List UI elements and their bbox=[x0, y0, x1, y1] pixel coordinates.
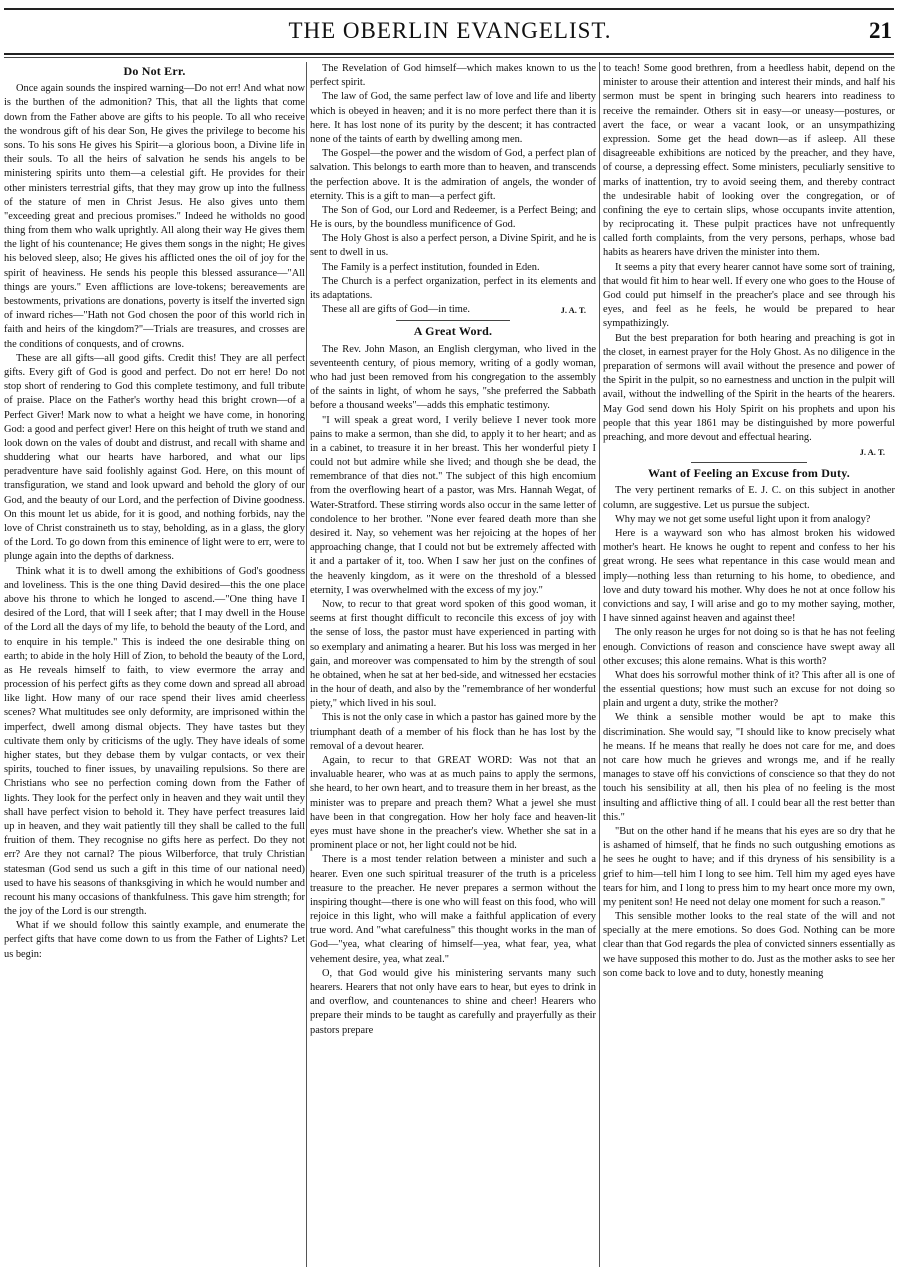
masthead-bottom-thin-rule bbox=[4, 57, 894, 58]
article-paragraph: The Revelation of God himself—which makes known to us the perfect spirit. bbox=[310, 63, 596, 89]
column-3 bbox=[603, 62, 895, 1267]
masthead-bottom-rule bbox=[4, 53, 894, 55]
article-paragraph: What does his sorrowful mother think of it? This after all is one of the essential questions; how must such an excuse for not doing so plain and urgent a duty, strike the mother? bbox=[603, 669, 895, 710]
article-headline-want-of-feeling: Want of Feeling an Excuse from Duty. bbox=[648, 466, 850, 481]
article-paragraph: This sensible mother looks to the real state of the will and not specially at the mere emotions. So does God. Nothing can be more clear than that God regards the plea of convicted sinners essentially as we have supposed this mother to do. Just as the mother asks to see her son come back to love and to duty, honestly meaning bbox=[603, 911, 895, 979]
article-paragraph: Again, to recur to that GREAT WORD: Was not that an invaluable hearer, who was at as much pains to apply the sermons, she heard, to her own heart, and to treasure them in her breast, as the minister was to prepare and preach them? What a jewel she must have been in that congregation. How her holy face and heaven-lit eyes must have shone in the preacher's view. Whether she sat in a prominent place or not, her light could not be hid. bbox=[310, 755, 596, 852]
article-paragraph: Think what it is to dwell among the exhibitions of God's goodness and loveliness. This is the one thing David desired—this the one place above his throne to which he longed to ascend.—"One thing have I desired of the Lord, that will I seek after; that I may dwell in the House of the Lord all the days of my life, to behold the beauty of the Lord, and to enquire in his temple." This is indeed the one desirable thing on earth; to abide in the holy Hill of Zion, to behold the beauty of the Lord, as He reveals himself to faith, to view evermore the array and procession of his perfect gifts as they come down and spread all abroad like light. How many of our race spend their lives amid cheerless scenes? What multitudes see only deformity, are imprisoned within the imperfect, dwell among dismal objects. They have tastes but they cultivate them only by criticisms of the ugly. They have ideals of some higher states, but they debase them by vulgar contacts, or vex their spirits, touched to finer issues, by unavailing repulsions. So there are Christians who see no perfection coming down from the Father of lights. They look for the perfect only in heaven and they wait until they shall have perfect vision to behold it. They have perfect treasures laid up in heaven, and they wait patiently till they shall be called to the full fruition of them. They recognise no gifts here as perfect. Do they not err? Are they not carnal? The pious Wilberforce, that truly Christian statesman (God send us such a gift in this time of our national need) used to have his seasons of thanksgiving in which he would number and recount his many occasions of thankfulness. This gave him strength; for the joy of the Lord is our strength. bbox=[4, 565, 305, 918]
article-paragraph: The law of God, the same perfect law of love and life and liberty which is obeyed in heaven; and it is no more perfect there than it is here. It has lost none of its purity by the descent; it has contracted none of the taints of earth by dwelling among men. bbox=[310, 91, 596, 145]
article-paragraph: Why may we not get some useful light upon it from analogy? bbox=[615, 513, 871, 525]
article-paragraph: This is not the only case in which a pastor has gained more by the triumphant death of a member of his flock than he has lost by the removal of a devout hearer. bbox=[310, 712, 596, 752]
article-paragraph: "But on the other hand if he means that his eyes are so dry that he is ashamed of himself, that he finds no such outgushing emotions as he sees he ought to have; and if this dryness of his sensibility is a grief to him—tell him I long to see him. Tell him my aged eyes have tears for him, and I long to press him to my heart once more my own, my penitent son! He need not delay one moment for such a reason." bbox=[603, 825, 895, 908]
article-paragraph: Once again sounds the inspired warning—Do not err! And what now is the burthen of the admonition? This, that all the lights that come down from the Father above are gifts to his people. To all who receive the wondrous gift of his dear Son, He gives the privilege to become his sons. To his sons He gives his Spirit—a glorious boon, a Divine life in their souls. To all the heirs of salvation he sends his angels to be ministering spirits unto them—a celestial gift. He provides for their other ministers terrestrial gifts, that they may grow up into the fullness of the stature of men in Christ Jesus. He also gives unto them "exceeding great and precious promises." Indeed he witholds no good thing from them who walk uprightly. All along their way He gives them the light of his countenance; He gives them songs in the night; He gives his beloved sleep, also; He gives his afflicted ones the oil of joy for the spirit of heaviness. He sends his people this blessed assurance—"All things are yours." Even afflictions are love-tokens; bereavements are bestowments, privations are donations, poverty is itself the inverted sign of inward riches—"Hath not God chosen the poor of this world rich in faith and heirs of the kingdom?"—Trials are treasures, and crosses are the conditions of conquests, and of crowns. bbox=[4, 83, 305, 350]
article-paragraph: There is a most tender relation between a minister and such a hearer. Even one such spiritual treasurer of the truth is a priceless treasure to the preacher. He never prepares a sermon without the inspiring thought—there is one who will feast on this food, who will rejoice in this light, who will make a faithful application of every true word. And "what carefulness" this thought works in the man of God—"yea, what clearing of himself—yea, what fear, yea, what vehement desire, yea, what zeal." bbox=[310, 854, 596, 965]
article-paragraph: The only reason he urges for not doing so is that he has not feeling enough. Convictions of reason and conscience have swept away all other excuses; this alone remains. What is this worth? bbox=[603, 627, 895, 667]
section-divider bbox=[691, 462, 808, 463]
article-headline-a-great-word: A Great Word. bbox=[413, 324, 493, 339]
article-paragraph: The very pertinent remarks of E. J. C. on this subject in another column, are suggestive. Let us pursue the subject. bbox=[603, 485, 895, 511]
article-paragraph: "I will speak a great word, I verily believe I never took more pains to make a sermon, than she did, to apply it to her heart; and as in a cabinet, to treasure it in her breast. This her wonderful piety I could not but admire while she lived; and though she be dead, the remembrance of that dies not." The subject of this high encomium from the overflowing heart of a pastor, was Mrs. Hannah Wegat, of Water-Stratford. These stirring words also occur in the same letter of condolence to her brother. "None ever feared death more than she desired it. Nay, so vehement was her rejoicing at the hopes of her approaching change, that I could not but be extremely affected with it and a partaker of it, too. When I saw her just on the confines of the heavenly kingdom, as it were on the threshold of a blessed eternity, I was overwhelmed with the excess of my joy." bbox=[310, 414, 596, 596]
section-divider bbox=[396, 320, 510, 321]
article-paragraph: These all are gifts of God—in time. bbox=[322, 304, 471, 316]
author-signature: J. A. T. bbox=[859, 447, 885, 458]
masthead-title: THE OBERLIN EVANGELIST. bbox=[288, 18, 612, 43]
article-paragraph: The Son of God, our Lord and Redeemer, is a Perfect Being; and He is ours, by the boundless munificence of God. bbox=[310, 204, 596, 231]
closing-line bbox=[310, 303, 596, 317]
article-paragraph: The Family is a perfect institution, founded in Eden. bbox=[322, 261, 540, 273]
article-paragraph: Here is a wayward son who has almost broken his widowed mother's heart. He knows he ought to repent and confess to her his great wrong. He sees what repentance in this case would mean and imply—nothing less than returning to his home, to obedience, and love and duty toward his mother. Why does he not at once follow his convictions and say, I will arise and go to my mother saying, mother, I have sinned against heaven and against thee! bbox=[603, 528, 895, 625]
column-1 bbox=[4, 62, 305, 1267]
article-paragraph: These are all gifts—all good gifts. Credit this! They are all perfect gifts. Every gift of God is good and perfect. Do not err here! Do not stop short of rendering to God this complete testimony, and full tribute of praise. Place on the Father's worthy head this bright crown—of a Perfect Giver! Mark now to what a height we have come, in honoring God: a good and perfect giver! Here on this height of truth we stand and look down on the vales of doubt and distrust, and recall with shame and shuddering what our hearts have harbored, and what our lips peradventure have said foolishly against God. Here, on this mount of transfiguration, we stand and look upward and behold the glory of our God, and the beauty of our Lord, and the perfection of Divine goodness. On this mount let us abide, for it is good, and nothing forbids, nay the love of Christ constraineth us to stay, beholding, as in a glass, the glory of the Lord. To go down from this eminence of light were to err, were to plunge again into the depths of darkness. bbox=[4, 352, 305, 563]
article-paragraph: We think a sensible mother would be apt to make this discrimination. She would say, "I should like to know precisely what he means. If he means that really he does not care for me, and does not care how much he grieves and wrongs me, and if he really manages to stave off his convictions of conscience so that they do not touch his sensibility at all, then his plea of no feeling is the most insulting and afflictive thing of all. I could bear all the rest better than this." bbox=[603, 712, 895, 823]
article-paragraph: Now, to recur to that great word spoken of this good woman, it seems at first thought difficult to reconcile this excess of joy with the sense of loss, the pastor must have experienced in parting with so exemplary and animating a hearer. But his loss was merged in her gain, and moreover was compensated to him by the strength of soul he obtained, when he sat at her bed-side, and witnessed her ecstacies in the hour of death, and also by the "remembrance of her wonderful piety," which lived in his soul. bbox=[310, 598, 596, 710]
article-paragraph: to teach! Some good brethren, from a heedless habit, depend on the minister to arouse their attention and interest their minds, and half his sermon must be spent in bringing such hearers into readiness to receive the remainder. Others sit in easy—or uneasy—postures, or avert the face, or wear a vacant look, or an unsympathizing expression. Some get the head down—as if asleep. All these disagreeable exhibitions are noticed by the preacher, and they have, of course, a depressing effect. Some ministers, peculiarly sensitive to marks of inattention, try to avoid seeing them, and thereby contract the undesirable habit of looking over the congregation, or of confining the eye to certain slips, whose occupants invite attention, by reciprocating it. These pulpit practices have not unfrequently called forth complaints, from the very persons, perhaps, whose bad habits as hearers have driven the minister into them. bbox=[603, 63, 895, 259]
page-number: 21 bbox=[869, 18, 892, 43]
article-paragraph: The Church is a perfect organization, perfect in its elements and its adaptations. bbox=[310, 275, 596, 301]
article-paragraph: O, that God would give his ministering servants many such hearers. Hearers that not only have ears to hear, but eyes to drink in and overflow, and countenances to shine and cheer! Hearers who prepare their minds to be taught as carefully and prayerfully as their pastors prepare bbox=[310, 967, 596, 1036]
article-paragraph: It seems a pity that every hearer cannot have some sort of training, that would fit him to hear well. If every one who goes to the House of God could put himself in the preacher's place and see through his eyes, and feel as he feels, he would be prepared to hear sympathizingly. bbox=[603, 261, 895, 330]
article-paragraph: But the best preparation for both hearing and preaching is got in the closet, in earnest prayer for the Holy Ghost. As no diligence in the preparation of sermons will avail without the presence and power of the Spirit in the pulpit, so no earnestness and unction in the pulpit will avail, without the indwelling of the Spirit in the hearts of the hearers. May God send down his Holy Spirit on his prophets and upon his people that this year 1861 may be distinguished by more powerful preaching, and more devout and effectual hearing. bbox=[603, 332, 895, 443]
article-paragraph: What if we should follow this saintly example, and enumerate the perfect gifts that have come down to us from the Father of Lights? Let us begin: bbox=[4, 920, 305, 960]
article-paragraph: The Rev. John Mason, an English clergyman, who lived in the seventeenth century, of pious memory, writing of a godly woman, who had just been removed from his congregation to the assembly of the saints in light, of whom he says, "she preferred the Sabbath before a thousand weeks"—adds this emphatic testimony. bbox=[310, 343, 596, 412]
author-signature: J. A. T. bbox=[560, 305, 586, 316]
column-divider bbox=[306, 62, 307, 1267]
column-divider bbox=[599, 62, 600, 1267]
column-2 bbox=[310, 62, 596, 1267]
article-paragraph: The Holy Ghost is also a perfect person, a Divine Spirit, and he is sent to dwell in us. bbox=[310, 233, 596, 259]
masthead-top-rule bbox=[4, 8, 894, 10]
article-headline-do-not-err: Do Not Err. bbox=[123, 64, 186, 78]
article-paragraph: The Gospel—the power and the wisdom of God, a perfect plan of salvation. This belongs to earth more than to heaven, and transcends the perfection above. It is the admiration of angels, the wonder of eternity. This is a gift to man—a perfect gift. bbox=[310, 148, 596, 202]
